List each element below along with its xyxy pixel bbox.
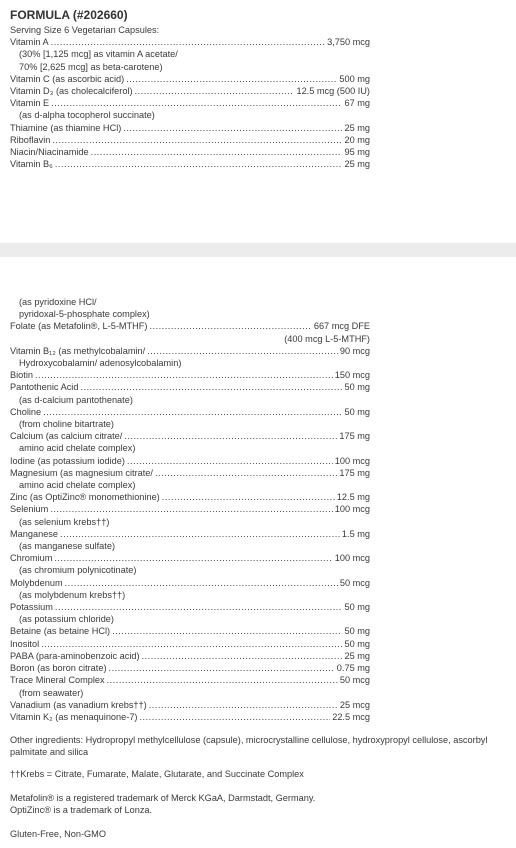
nutrient-row — [10, 674, 370, 686]
nutrient-label: Riboflavin — [10, 134, 51, 145]
nutrient-label: Vitamin C (as ascorbic acid) — [10, 73, 125, 84]
dot-leader — [107, 674, 338, 686]
nutrient-label: Betaine (as betaine HCl) — [10, 626, 111, 637]
nutrient-source: (30% [1,125 mcg] as vitamin A acetate/ — [19, 49, 178, 60]
nutrient-label: Chromium — [10, 553, 53, 564]
nutrient-row — [10, 577, 370, 589]
nutrient-source: (from seawater) — [19, 687, 84, 698]
dot-leader — [126, 73, 337, 85]
dot-leader — [109, 662, 335, 674]
formula-section-top — [10, 8, 370, 170]
nutrient-label: Iodine (as potassium iodide) — [10, 455, 125, 466]
nutrient-amount: 12.5 mcg (500 IU) — [296, 86, 370, 97]
dot-leader — [50, 503, 332, 515]
dot-leader — [135, 85, 295, 97]
nutrient-amount: 50 mg — [344, 602, 370, 613]
nutrient-amount: 175 mg — [339, 467, 370, 478]
continued-note-line: pyridoxal-5-phosphate complex) — [19, 309, 150, 320]
dot-leader — [52, 134, 342, 146]
nutrient-amount: 67 mg — [344, 98, 370, 109]
nutrient-amount: 1.5 mg — [341, 528, 370, 539]
nutrient-row — [10, 650, 370, 662]
nutrient-source: (as manganese sulfate) — [19, 541, 116, 552]
dot-leader — [127, 455, 333, 467]
nutrient-amount: 20 mg — [344, 134, 370, 145]
nutrient-label: Inositol — [10, 638, 40, 649]
nutrient-amount: 25 mg — [344, 650, 370, 661]
nutrient-row — [10, 85, 370, 97]
nutrient-label: Trace Mineral Complex — [10, 675, 105, 686]
gluten-free-note: Gluten-Free, Non-GMO — [10, 828, 106, 839]
nutrient-label: Zinc (as OptiZinc® monomethionine) — [10, 492, 160, 503]
dot-leader — [147, 345, 338, 357]
dot-leader — [55, 158, 343, 170]
dot-leader — [80, 381, 342, 393]
krebs-note: ††Krebs = Citrate, Fumarate, Malate, Glutarate, and Succinate Complex — [10, 768, 304, 779]
nutrient-amount: 100 mcg — [334, 553, 370, 564]
nutrient-row — [10, 711, 370, 723]
nutrient-label: Selenium — [10, 504, 49, 515]
nutrient-row — [10, 699, 370, 711]
dot-leader — [123, 122, 342, 134]
nutrient-source: amino acid chelate complex) — [19, 443, 136, 454]
nutrient-source: Hydroxycobalamin/ adenosylcobalamin) — [19, 358, 182, 369]
nutrient-source: (as molybdenum krebs††) — [19, 589, 126, 600]
nutrient-row — [10, 491, 370, 503]
nutrient-row — [10, 369, 370, 381]
nutrient-source: (as selenium krebs††) — [19, 516, 110, 527]
nutrient-row — [10, 320, 370, 332]
nutrient-amount: 50 mg — [344, 382, 370, 393]
dot-leader — [155, 467, 337, 479]
nutrient-row — [10, 455, 370, 467]
nutrient-amount: 25 mg — [344, 159, 370, 170]
nutrient-source: (as chromium polynicotinate) — [19, 565, 137, 576]
nutrient-row — [10, 638, 370, 650]
dot-leader — [51, 97, 342, 109]
nutrient-amount: 100 mcg — [334, 455, 370, 466]
nutrient-row — [10, 430, 370, 442]
dot-leader — [124, 430, 337, 442]
nutrient-row — [10, 601, 370, 613]
dot-leader — [142, 650, 343, 662]
dot-leader — [41, 638, 342, 650]
footer-notes — [10, 735, 506, 841]
dot-leader — [60, 528, 340, 540]
dot-leader — [149, 699, 338, 711]
page-divider — [0, 243, 516, 257]
other-ingredients: Other ingredients: Hydropropyl methylcellulose (capsule), microcrystalline cellulose, hydroxypropyl cellulose, ascorbyl palmitate and silica — [10, 735, 488, 757]
nutrient-source: amino acid chelate complex) — [19, 480, 136, 491]
nutrient-label: Vitamin A — [10, 37, 49, 48]
nutrient-label: Vitamin B₁₂ (as methylcobalamin/ — [10, 345, 146, 356]
nutrient-amount: 150 mcg — [334, 370, 370, 381]
nutrient-label: Molybdenum — [10, 577, 63, 588]
nutrient-row — [10, 146, 370, 158]
nutrient-row — [10, 134, 370, 146]
nutrient-row — [10, 552, 370, 564]
nutrient-source: (from choline bitartrate) — [19, 419, 114, 430]
nutrient-source: (as potassium chloride) — [19, 614, 114, 625]
nutrient-row — [10, 73, 370, 85]
nutrient-list-top — [10, 36, 370, 170]
nutrient-label: Boron (as boron citrate) — [10, 663, 107, 674]
nutrient-label: Choline — [10, 406, 42, 417]
nutrient-label: Thiamine (as thiamine HCl) — [10, 122, 122, 133]
nutrient-amount: 12.5 mg — [336, 492, 370, 503]
nutrient-label: Magnesium (as magnesium citrate/ — [10, 467, 153, 478]
nutrient-label: Biotin — [10, 370, 33, 381]
nutrient-label: Vitamin D₃ (as cholecalciferol) — [10, 86, 133, 97]
dot-leader — [162, 491, 335, 503]
nutrient-amount: 25 mg — [344, 122, 370, 133]
dot-leader — [51, 36, 325, 48]
nutrient-row — [10, 36, 370, 48]
nutrient-label: Manganese — [10, 528, 59, 539]
dot-leader — [35, 369, 333, 381]
nutrient-row — [10, 467, 370, 479]
nutrient-source: (as d-alpha tocopherol succinate) — [19, 110, 155, 121]
nutrient-amount: 0.75 mg — [336, 663, 370, 674]
nutrient-label: Vanadium (as vanadium krebs††) — [10, 699, 147, 710]
nutrient-amount: 3,750 mcg — [327, 37, 370, 48]
nutrient-row — [10, 528, 370, 540]
nutrient-amount: 50 mg — [344, 626, 370, 637]
continued-note-line: (as pyridoxine HCl/ — [19, 297, 97, 307]
nutrient-label: Potassium — [10, 602, 53, 613]
nutrient-source: 70% [2,625 mcg] as beta-carotene) — [19, 61, 163, 72]
dot-leader — [91, 146, 343, 158]
nutrient-label: Vitamin B₆ — [10, 159, 53, 170]
nutrient-row — [10, 406, 370, 418]
trademark-metafolin: Metafolin® is a registered trademark of Merck KGaA, Darmstadt, Germany. — [10, 793, 316, 804]
nutrient-row — [10, 381, 370, 393]
dot-leader — [54, 552, 332, 564]
nutrient-label: Niacin/Niacinamide — [10, 147, 89, 158]
nutrient-amount: 500 mg — [339, 73, 370, 84]
nutrient-amount: 100 mcg — [334, 504, 370, 515]
dot-leader — [149, 320, 311, 332]
nutrient-list-bottom — [10, 320, 370, 723]
nutrient-amount: 95 mg — [344, 147, 370, 158]
serving-size: Serving Size 6 Vegetarian Capsules: — [10, 25, 160, 35]
nutrient-amount: 25 mcg — [339, 699, 370, 710]
nutrient-amount-detail: (400 mcg L-5-MTHF) — [284, 333, 370, 344]
formula-title: FORMULA (#202660) — [10, 8, 128, 22]
nutrient-row — [10, 345, 370, 357]
nutrient-amount: 22.5 mcg — [332, 711, 370, 722]
nutrient-row — [10, 97, 370, 109]
nutrient-label: Vitamin E — [10, 98, 50, 109]
nutrient-label: Calcium (as calcium citrate/ — [10, 431, 123, 442]
dot-leader — [43, 406, 342, 418]
dot-leader — [112, 625, 342, 637]
nutrient-row — [10, 122, 370, 134]
nutrient-row — [10, 662, 370, 674]
nutrient-label: PABA (para-aminobenzoic acid) — [10, 650, 140, 661]
nutrient-source: (as d-calcium pantothenate) — [19, 394, 133, 405]
trademark-optizinc: OptiZinc® is a trademark of Lonza. — [10, 805, 153, 816]
nutrient-amount: 667 mcg DFE — [313, 321, 370, 332]
nutrient-amount: 50 mcg — [339, 675, 370, 686]
dot-leader — [65, 577, 338, 589]
dot-leader — [55, 601, 343, 613]
nutrient-label: Pantothenic Acid — [10, 382, 79, 393]
nutrient-amount: 50 mg — [344, 406, 370, 417]
nutrient-row — [10, 503, 370, 515]
nutrient-row — [10, 158, 370, 170]
nutrient-row — [10, 625, 370, 637]
nutrient-amount: 90 mcg — [339, 345, 370, 356]
nutrient-label: Vitamin K₂ (as menaquinone-7) — [10, 711, 138, 722]
nutrient-amount: 175 mg — [339, 431, 370, 442]
dot-leader — [140, 711, 331, 723]
nutrient-label: Folate (as Metafolin®, L-5-MTHF) — [10, 321, 148, 332]
formula-section-bottom — [10, 296, 370, 723]
nutrient-amount: 50 mg — [344, 638, 370, 649]
nutrient-amount: 50 mcg — [339, 577, 370, 588]
